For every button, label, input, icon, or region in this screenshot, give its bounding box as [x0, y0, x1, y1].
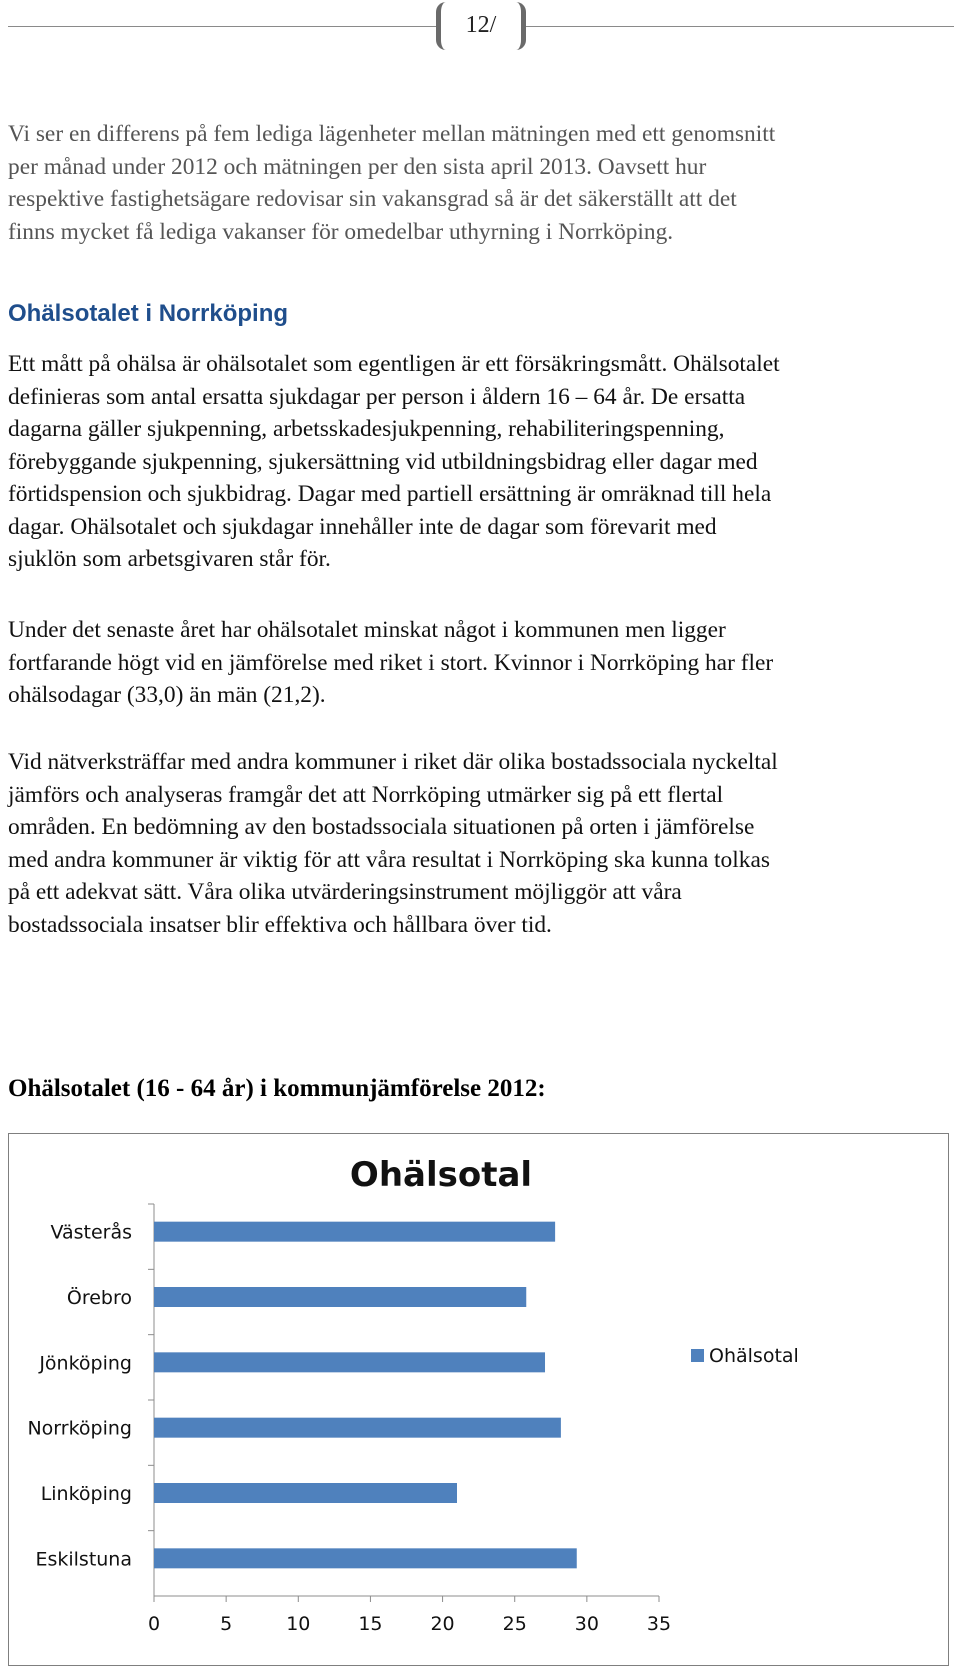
category-label: Örebro	[66, 1287, 132, 1309]
text-line: förtidspension och sjukbidrag. Dagar med partiell ersättning är omräknad till hela	[8, 481, 772, 507]
x-tick-label: 20	[430, 1613, 455, 1635]
text-line: sjuklön som arbetsgivaren står för.	[8, 546, 331, 572]
bar	[154, 1222, 555, 1242]
text-line: jämförs och analyseras framgår det att Norrköping utmärker sig på ett flertal	[8, 781, 724, 808]
text-line: dagar. Ohälsotalet och sjukdagar innehåller inte de dagar som förevarit med	[8, 513, 717, 540]
text-line: respektive fastighetsägare redovisar sin vakansgrad så är det säkerställt att det	[8, 186, 737, 212]
section-heading: Ohälsotalet i Norrköping	[8, 300, 289, 327]
paragraph-definition	[8, 348, 954, 576]
category-label: Eskilstuna	[35, 1548, 132, 1571]
chart-frame	[8, 1133, 949, 1666]
x-tick-label: 30	[574, 1613, 599, 1635]
legend-swatch	[691, 1349, 704, 1362]
bar	[154, 1352, 545, 1372]
bar	[154, 1418, 561, 1438]
bar-chart	[9, 1134, 950, 1667]
chart-title: Ohälsotal	[349, 1155, 533, 1195]
text-line: per månad under 2012 och mätningen per den sista april 2013. Oavsett hur	[8, 153, 707, 180]
text-line: Vid nätverksträffar med andra kommuner i riket där olika bostadssociala nyckeltal	[8, 749, 778, 775]
chart-heading: Ohälsotalet (16 - 64 år) i kommunjämförelse 2012:	[8, 1075, 546, 1102]
category-label: Linköping	[40, 1483, 132, 1505]
x-tick-label: 15	[358, 1613, 383, 1635]
legend-label: Ohälsotal	[709, 1345, 799, 1367]
page-number-box	[436, 2, 526, 50]
bar	[154, 1483, 457, 1503]
text-line: områden. En bedömning av den bostadssociala situationen på orten i jämförelse	[8, 814, 755, 840]
x-tick-label: 5	[220, 1613, 233, 1635]
paragraph-vakanser	[8, 118, 954, 248]
text-line: dagarna gäller sjukpenning, arbetsskadesjukpenning, rehabiliteringspenning,	[8, 416, 725, 442]
text-line: på ett adekvat sätt. Våra olika utvärderingsinstrument möjliggör att våra	[8, 879, 682, 905]
page-number: 12/	[465, 12, 497, 38]
header-rule-left	[8, 26, 436, 27]
category-label: Norrköping	[27, 1417, 132, 1440]
x-tick-label: 25	[502, 1613, 527, 1635]
text-line: definieras som antal ersatta sjukdagar per person i åldern 16 – 64 år. De ersatta	[8, 383, 746, 410]
paragraph-trend	[8, 614, 954, 712]
text-line: Ett mått på ohälsa är ohälsotalet som egentligen är ett försäkringsmått. Ohälsotalet	[8, 351, 780, 377]
text-line: förebyggande sjukpenning, sjukersättning vid utbildningsbidrag eller dagar med	[8, 448, 758, 475]
text-line: ohälsodagar (33,0) än män (21,2).	[8, 682, 326, 708]
x-tick-label: 10	[286, 1613, 311, 1635]
text-line: med andra kommuner är viktig för att våra resultat i Norrköping ska kunna tolkas	[8, 846, 770, 873]
category-label: Västerås	[50, 1221, 132, 1244]
bar	[154, 1287, 526, 1307]
header-rule-right	[526, 26, 954, 27]
paragraph-network	[8, 746, 954, 941]
text-line: Vi ser en differens på fem lediga lägenheter mellan mätningen med ett genomsnitt	[8, 121, 776, 147]
text-line: bostadssociala insatser blir effektiva och hållbara över tid.	[8, 911, 552, 938]
text-line: Under det senaste året har ohälsotalet minskat något i kommunen men ligger	[8, 617, 726, 643]
bar	[154, 1548, 577, 1568]
text-line: fortfarande högt vid en jämförelse med riket i stort. Kvinnor i Norrköping har fler	[8, 649, 774, 676]
x-tick-label: 0	[147, 1613, 161, 1635]
x-tick-label: 35	[646, 1613, 672, 1635]
category-label: Jönköping	[39, 1352, 132, 1375]
text-line: finns mycket få lediga vakanser för omedelbar uthyrning i Norrköping.	[8, 218, 674, 245]
